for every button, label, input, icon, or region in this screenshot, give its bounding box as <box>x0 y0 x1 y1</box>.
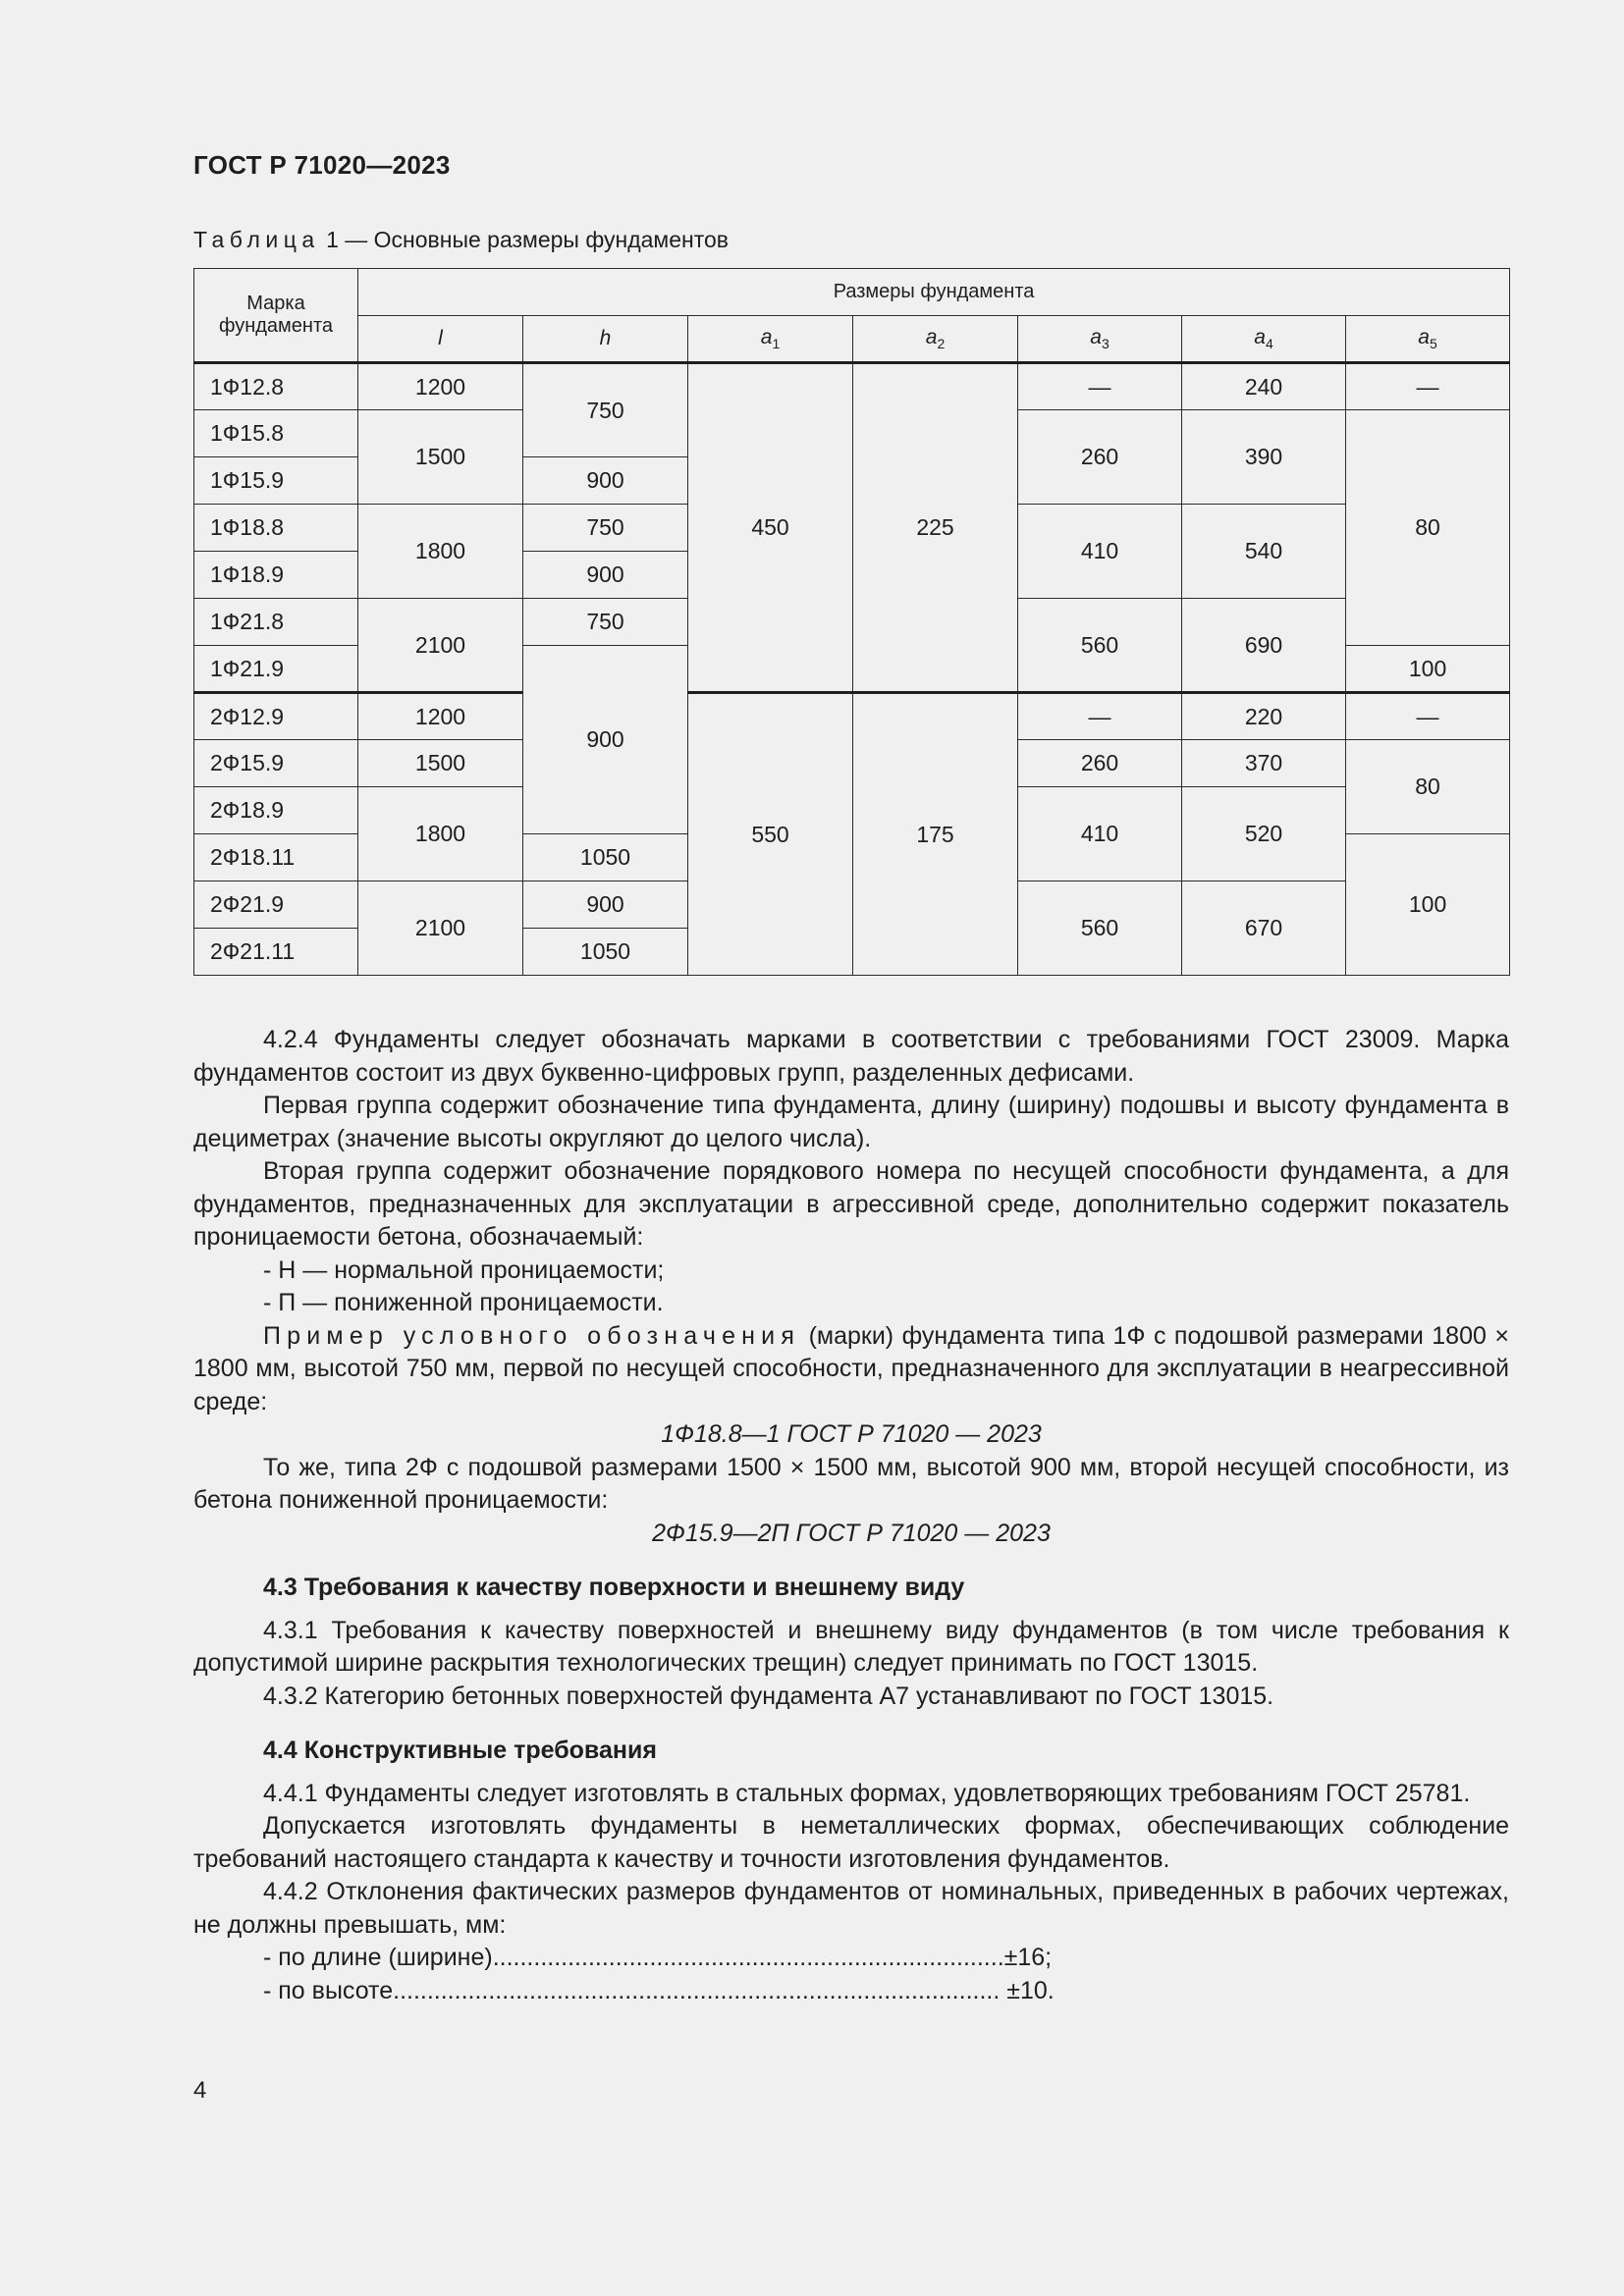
cell-l: 1800 <box>358 505 523 599</box>
section-heading-4-4: 4.4 Конструктивные требования <box>263 1736 657 1764</box>
cell-h: 900 <box>523 552 688 599</box>
table-caption <box>193 227 729 253</box>
cell-a3: 560 <box>1018 599 1182 693</box>
cell-a4: 240 <box>1182 363 1346 410</box>
cell-a5: 100 <box>1346 834 1510 976</box>
cell-mark: 1Ф18.9 <box>194 552 358 599</box>
cell-a3: 410 <box>1018 787 1182 881</box>
cell-a4: 220 <box>1182 693 1346 740</box>
paragraph-nonmetal-forms: Допускается изготовлять фундаменты в неметаллических формах, обеспечивающих соблюдение требований настоящего стандарта к качеству и точности изготовления фундаментов. <box>193 1812 1509 1873</box>
table-caption-prefix: Таблица <box>193 227 320 252</box>
cell-mark: 1Ф12.8 <box>194 363 358 410</box>
cell-a4: 390 <box>1182 410 1346 505</box>
cell-h: 1050 <box>523 929 688 976</box>
tolerance-length: - по длине (ширине)...........................................................................±16; <box>263 1944 1053 1971</box>
header-a1: $a_1$ <box>688 316 853 363</box>
cell-mark: 2Ф12.9 <box>194 693 358 740</box>
cell-h: 900 <box>523 881 688 929</box>
document-header: ГОСТ Р 71020—2023 <box>193 150 451 180</box>
cell-h: 750 <box>523 363 688 457</box>
cell-h: 750 <box>523 505 688 552</box>
cell-mark: 2Ф18.9 <box>194 787 358 834</box>
cell-mark: 1Ф18.8 <box>194 505 358 552</box>
table-caption-title: 1 — Основные размеры фундаментов <box>319 227 730 252</box>
table-row <box>194 693 1510 740</box>
header-h: h <box>523 316 688 363</box>
header-a2: $a_2$ <box>853 316 1018 363</box>
section-heading-4-3: 4.3 Требования к качеству поверхности и внешнему виду <box>263 1574 965 1601</box>
cell-a2: 175 <box>853 693 1018 976</box>
paragraph-4-2-4: 4.2.4 Фундаменты следует обозначать марками в соответствии с требованиями ГОСТ 23009. Марка фундаментов состоит из двух буквенно-цифровых групп, разделенных дефисами. <box>193 1026 1509 1087</box>
table-row <box>194 363 1510 410</box>
cell-a2: 225 <box>853 363 1018 693</box>
cell-mark: 2Ф21.11 <box>194 929 358 976</box>
cell-h: 900 <box>523 646 688 834</box>
cell-mark: 1Ф15.9 <box>194 457 358 505</box>
cell-l: 1500 <box>358 740 523 787</box>
paragraph-4-3-2: 4.3.2 Категорию бетонных поверхностей фундамента А7 устанавливают по ГОСТ 13015. <box>263 1682 1274 1710</box>
header-l: l <box>358 316 523 363</box>
example-text: (марки) фундамента типа 1Ф с подошвой размерами 1800 × 1800 мм, высотой 750 мм, первой по несущей способности, предназначенного для эксплуатации в неагрессивной среде: <box>193 1321 1509 1415</box>
cell-l: 1200 <box>358 363 523 410</box>
page-number: 4 <box>193 2077 207 2104</box>
body-text <box>193 1024 1509 2007</box>
cell-a3: 410 <box>1018 505 1182 599</box>
cell-h: 750 <box>523 599 688 646</box>
cell-mark: 1Ф21.9 <box>194 646 358 693</box>
paragraph-second-group: Вторая группа содержит обозначение порядкового номера по несущей способности фундамента, а для фундаментов, предназначенных для эксплуатации в агрессивной среде, дополнительно содержит показатель проницаемости бетона, обозначаемый: <box>193 1157 1509 1251</box>
cell-mark: 1Ф21.8 <box>194 599 358 646</box>
tolerance-height: - по высоте......................................................................................... ±10. <box>263 1976 1055 2004</box>
paragraph-4-4-2: 4.4.2 Отклонения фактических размеров фундаментов от номинальных, приведенных в рабочих чертежах, не должны превышать, мм: <box>193 1878 1509 1939</box>
cell-a4: 540 <box>1182 505 1346 599</box>
example-paragraph <box>193 1320 1509 1419</box>
example-designation-1: 1Ф18.8—1 ГОСТ Р 71020 — 2023 <box>661 1420 1042 1448</box>
cell-a3: 560 <box>1018 881 1182 976</box>
cell-a4: 520 <box>1182 787 1346 881</box>
cell-a5: 100 <box>1346 646 1510 693</box>
cell-h: 1050 <box>523 834 688 881</box>
cell-a5: 80 <box>1346 410 1510 646</box>
list-item: - П — пониженной проницаемости. <box>263 1289 664 1316</box>
cell-a3: — <box>1018 693 1182 740</box>
cell-a1: 550 <box>688 693 853 976</box>
paragraph-4-3-1: 4.3.1 Требования к качеству поверхностей и внешнему виду фундаментов (в том числе требования к допустимой ширине раскрытия технологических трещин) следует принимать по ГОСТ 13015. <box>193 1616 1509 1677</box>
cell-a5: 80 <box>1346 740 1510 834</box>
cell-a4: 670 <box>1182 881 1346 976</box>
cell-mark: 2Ф18.11 <box>194 834 358 881</box>
paragraph-first-group: Первая группа содержит обозначение типа фундамента, длину (ширину) подошвы и высоту фундамента в дециметрах (значение высоты округляют до целого числа). <box>193 1092 1509 1152</box>
cell-a1: 450 <box>688 363 853 693</box>
header-dimensions-group: Размеры фундамента <box>358 269 1510 316</box>
example-label: Пример условного обозначения <box>263 1321 801 1350</box>
cell-mark: 2Ф21.9 <box>194 881 358 929</box>
cell-l: 1200 <box>358 693 523 740</box>
header-mark: Марка фундамента <box>194 269 358 363</box>
cell-a4: 690 <box>1182 599 1346 693</box>
cell-a5: — <box>1346 693 1510 740</box>
cell-l: 2100 <box>358 599 523 693</box>
header-a3: $a_3$ <box>1018 316 1182 363</box>
cell-h: 900 <box>523 457 688 505</box>
list-item: - Н — нормальной проницаемости; <box>263 1255 665 1284</box>
header-a4: $a_4$ <box>1182 316 1346 363</box>
dimensions-table <box>193 268 1510 976</box>
cell-mark: 2Ф15.9 <box>194 740 358 787</box>
cell-a4: 370 <box>1182 740 1346 787</box>
cell-l: 1800 <box>358 787 523 881</box>
cell-a5: — <box>1346 363 1510 410</box>
paragraph-4-4-1: 4.4.1 Фундаменты следует изготовлять в стальных формах, удовлетворяющих требованиям ГОСТ 25781. <box>263 1779 1471 1807</box>
cell-a3: — <box>1018 363 1182 410</box>
header-a5: $a_5$ <box>1346 316 1510 363</box>
cell-a3: 260 <box>1018 740 1182 787</box>
paragraph-same-type-2: То же, типа 2Ф с подошвой размерами 1500 × 1500 мм, высотой 900 мм, второй несущей способности, из бетона пониженной проницаемости: <box>193 1453 1509 1514</box>
cell-l: 1500 <box>358 410 523 505</box>
cell-a3: 260 <box>1018 410 1182 505</box>
cell-mark: 1Ф15.8 <box>194 410 358 457</box>
example-designation-2: 2Ф15.9—2П ГОСТ Р 71020 — 2023 <box>652 1519 1051 1547</box>
cell-l: 2100 <box>358 881 523 976</box>
